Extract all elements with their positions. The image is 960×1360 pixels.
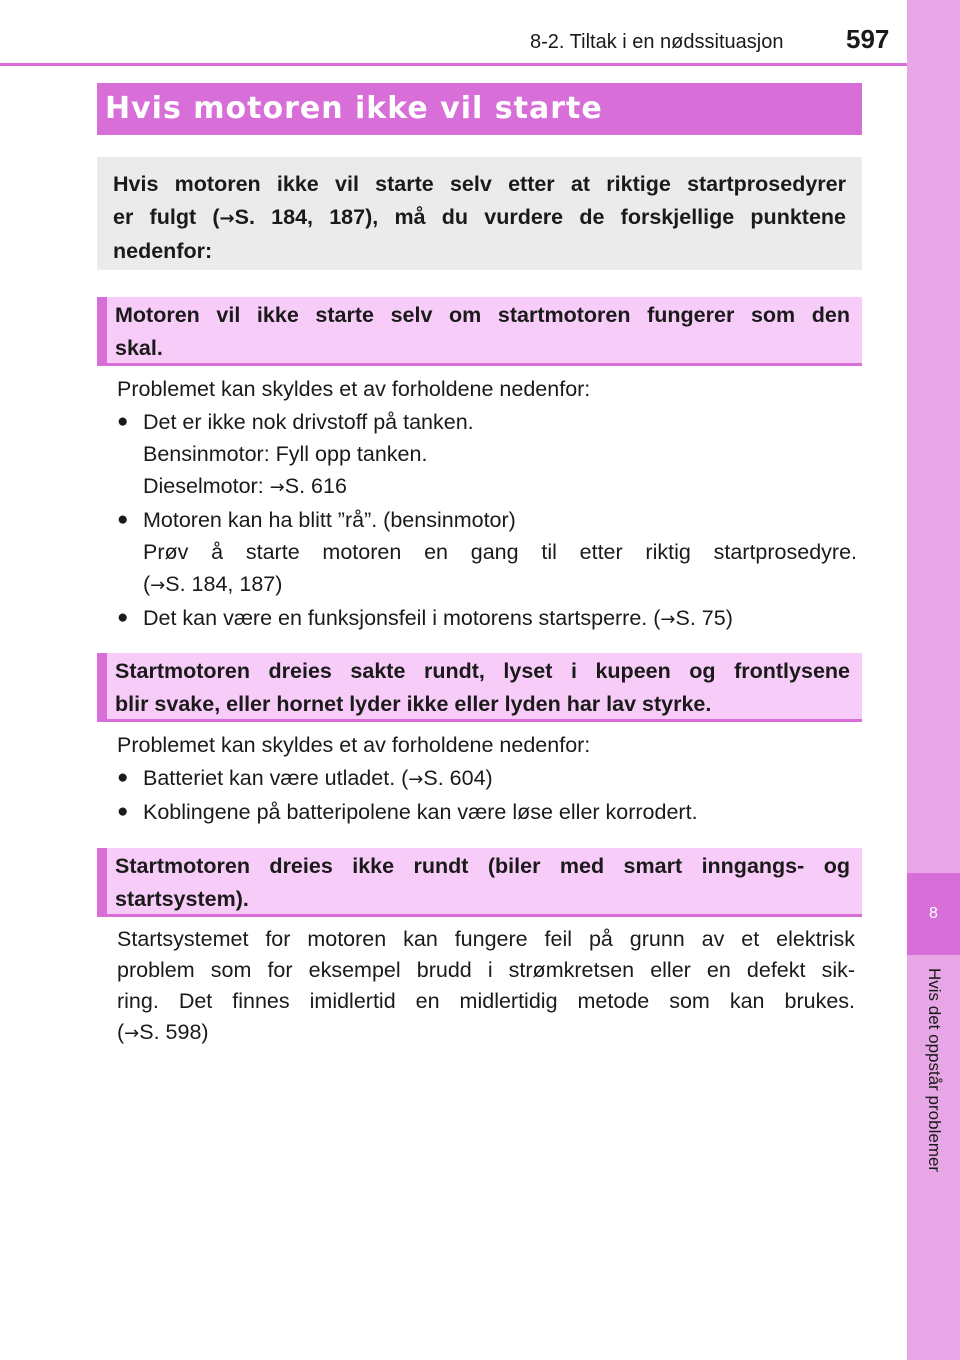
bullet-4-text: Batteriet kan være utladet. (: [143, 766, 409, 790]
section-title: Hvis motoren ikke vil starte: [97, 83, 862, 135]
bullet-3-reference: S. 75): [675, 606, 733, 630]
arrow-right-icon: →: [219, 208, 235, 229]
bullet-5-line-1: Koblingene på batteripolene kan være løse eller korrodert.: [143, 800, 698, 824]
bullet-dot-icon: ●: [117, 509, 129, 530]
arrow-right-icon: →: [124, 1023, 140, 1044]
subsection-2-heading-line-1: Startmotoren dreies sakte rundt, lyset i kupeen og frontlysene: [115, 659, 850, 683]
list-item: [117, 504, 857, 602]
arrow-right-icon: →: [269, 477, 285, 498]
subsection-2-lead: Problemet kan skyldes et av forholdene nedenfor:: [117, 733, 591, 757]
bullet-1-line-3-prefix: Dieselmotor:: [143, 474, 270, 498]
arrow-right-icon: →: [408, 769, 424, 790]
bullet-2-line-3: [143, 568, 857, 602]
arrow-right-icon: →: [660, 609, 676, 630]
subsection-1-heading-line-2: skal.: [115, 336, 163, 360]
bullet-1-line-2: Bensinmotor: Fyll opp tanken.: [143, 442, 428, 466]
intro-line-2: [113, 201, 846, 235]
chapter-number: 8: [929, 905, 938, 922]
subsection-2-heading-line-2: blir svake, eller hornet lyder ikke eller lyden har lav styrke.: [115, 692, 712, 716]
bullet-3-text: Det kan være en funksjonsfeil i motorens startsperre. (: [143, 606, 661, 630]
intro-line-1: Hvis motoren ikke vil starte selv etter at riktige startprosedyrer: [113, 172, 846, 196]
subsection-1-heading-line-1: Motoren vil ikke starte selv om startmotoren fungerer som den: [115, 303, 850, 327]
subsection-3-body: [117, 924, 855, 1049]
subsection-heading-2: [97, 653, 862, 722]
bullet-2-reference: S. 184, 187): [165, 572, 283, 596]
bullet-dot-icon: ●: [117, 767, 129, 788]
intro-line-2-prefix: er fulgt (: [113, 205, 220, 229]
bullet-2-line-1: Motoren kan ha blitt ”rå”. (bensinmotor): [143, 508, 516, 532]
list-item: [117, 796, 857, 828]
bullet-2-line-2: Prøv å starte motoren en gang til etter riktig startprosedyre.: [143, 540, 857, 564]
subsection-3-body-line-2: problem som for eksempel brudd i strømkretsen eller en defekt sik-: [117, 958, 855, 982]
list-item: [117, 602, 857, 636]
body-line-4-prefix: (: [117, 1020, 125, 1044]
subsection-1-lead: Problemet kan skyldes et av forholdene nedenfor:: [117, 377, 591, 401]
bullet-4-reference: S. 604): [423, 766, 493, 790]
header-divider: [0, 63, 907, 66]
intro-line-2-reference: S. 184, 187), må du vurdere de forskjellige punktene: [234, 205, 846, 229]
list-item: [117, 406, 857, 504]
arrow-right-icon: →: [150, 575, 166, 596]
bullet-1-reference: S. 616: [284, 474, 347, 498]
bullet-4-line-1: [143, 762, 857, 796]
intro-line-3: nedenfor:: [113, 239, 213, 263]
subsection-3-heading-line-1: Startmotoren dreies ikke rundt (biler med smart inngangs- og: [115, 854, 850, 878]
subsection-3-body-line-4: [117, 1017, 855, 1049]
subsection-3-body-line-3: ring. Det finnes imidlertid en midlertidig metode som kan brukes.: [117, 989, 855, 1013]
subsection-3-reference: S. 598): [139, 1020, 209, 1044]
page-number: 597: [846, 24, 890, 54]
subsection-heading-3: [97, 848, 862, 917]
subsection-heading-1: [97, 297, 862, 366]
bullet-dot-icon: ●: [117, 411, 129, 432]
subsection-3-body-line-1: Startsystemet for motoren kan fungere feil på grunn av et elektrisk: [117, 927, 855, 951]
bullet-dot-icon: ●: [117, 607, 129, 628]
bullet-1-line-3: [143, 470, 857, 504]
bullet-dot-icon: ●: [117, 801, 129, 822]
chapter-number-tab: [907, 873, 960, 955]
bullet-3-line-1: [143, 602, 857, 636]
bullet-2-line-3-prefix: (: [143, 572, 151, 596]
bullet-1-line-1: Det er ikke nok drivstoff på tanken.: [143, 410, 474, 434]
intro-box: [97, 157, 862, 270]
list-item: [117, 762, 857, 796]
chapter-title-vertical: Hvis det oppstår problemer: [925, 968, 944, 1173]
header-section-title: 8-2. Tiltak i en nødssituasjon: [530, 31, 784, 53]
subsection-3-heading-line-2: startsystem).: [115, 887, 249, 911]
